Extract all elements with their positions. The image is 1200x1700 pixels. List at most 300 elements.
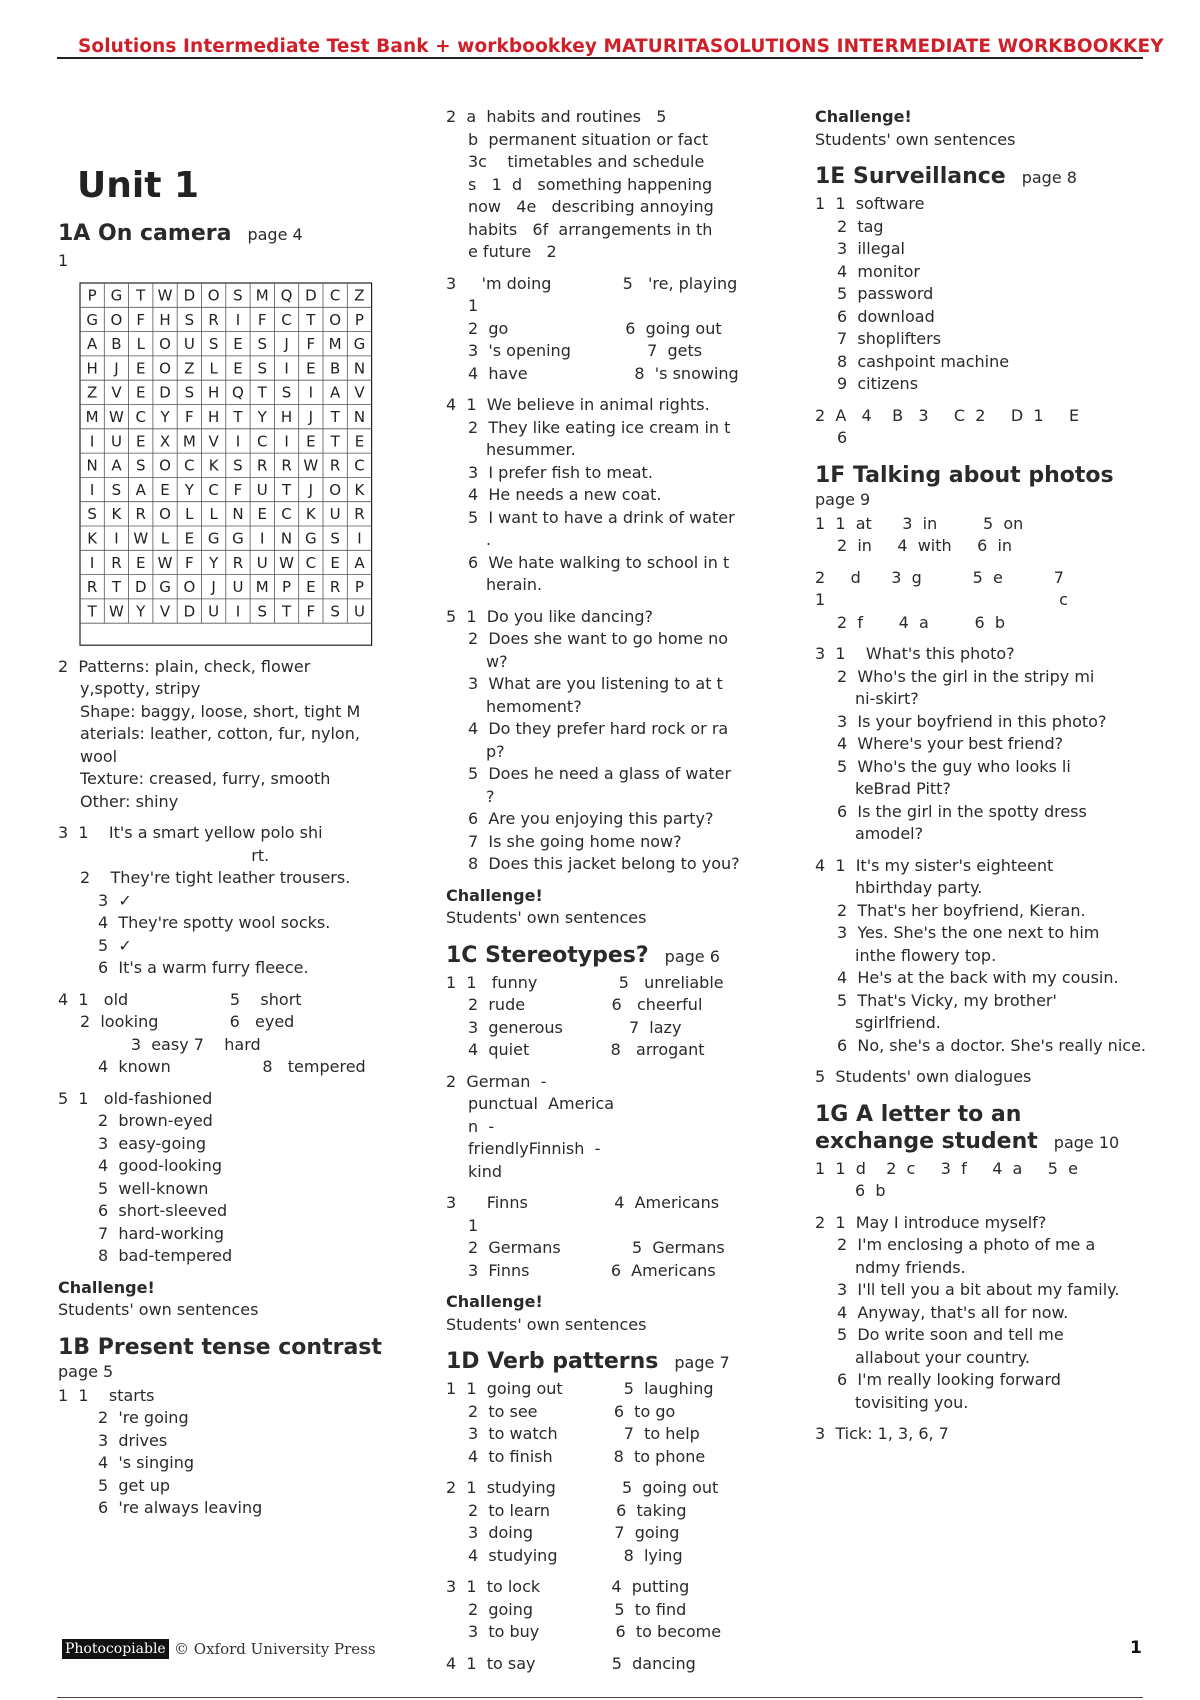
answer-section — [446, 106, 756, 930]
wordsearch-letter: T — [257, 383, 267, 402]
answer-line: 6 download — [837, 306, 935, 326]
section-heading — [58, 220, 398, 248]
wordsearch-letter: M — [255, 285, 269, 304]
wordsearch-letter: Y — [184, 480, 194, 499]
wordsearch-letter: D — [183, 601, 196, 620]
answer-line: 2 1 May I introduce myself? — [815, 1212, 1047, 1232]
answer-group — [58, 1088, 398, 1268]
answer-line: aterials: leather, cotton, fur, nylon, — [80, 724, 360, 744]
wordsearch-letter: S — [233, 285, 243, 304]
answer-line: 5 I want to have a drink of water — [468, 507, 735, 527]
wordsearch-letter: D — [134, 577, 147, 596]
answer-line: 3 generous 7 lazy — [468, 1017, 682, 1037]
wordsearch-letter: S — [257, 358, 268, 377]
wordsearch-letter: Q — [232, 383, 244, 402]
answer-line: 3 Tick: 1, 3, 6, 7 — [815, 1424, 949, 1443]
document-header-title: Solutions Intermediate Test Bank + workbookkey MATURITASOLUTIONS INTERMEDIATE WORKBOOKKEY — [78, 36, 1164, 57]
answer-line: 4 1 It's my sister's eighteent — [815, 855, 1054, 875]
answer-line: 3 easy-going — [98, 1133, 206, 1153]
answer-group — [815, 855, 1145, 1058]
wordsearch-letter: E — [160, 480, 170, 499]
answer-group — [815, 1066, 1145, 1089]
answer-line: hesummer. — [486, 440, 576, 459]
answer-line: keBrad Pitt? — [855, 779, 951, 798]
wordsearch-letter: P — [354, 577, 364, 596]
answer-line: 1 1 going out 5 laughing — [446, 1379, 714, 1398]
section-page-ref: page 6 — [664, 946, 720, 966]
answer-line: rt. — [58, 845, 270, 865]
wordsearch-letter: O — [207, 285, 220, 304]
column-2 — [446, 106, 756, 1684]
wordsearch-letter: H — [280, 407, 293, 426]
answer-line: ndmy friends. — [855, 1257, 966, 1277]
wordsearch-letter: G — [207, 528, 220, 547]
answer-line: 4 monitor — [837, 261, 920, 281]
wordsearch-letter: O — [329, 310, 342, 329]
wordsearch-letter: Y — [209, 553, 219, 572]
wordsearch-letter: R — [354, 504, 365, 523]
answer-line: 5 1 old-fashioned — [58, 1088, 213, 1108]
answer-line: 2 I'm enclosing a photo of me a — [837, 1235, 1096, 1254]
answer-line: 2 They like eating ice cream in t — [468, 417, 731, 437]
answer-line: now 4e describing annoying — [468, 197, 714, 216]
answer-group — [815, 1212, 1145, 1415]
section-title: 1D Verb patterns — [446, 1349, 659, 1374]
wordsearch-letter: H — [208, 407, 220, 426]
answer-line: 3 easy 7 hard — [80, 1034, 261, 1054]
wordsearch-letter: O — [159, 358, 171, 377]
section-title: 1B Present tense contrast — [58, 1334, 382, 1360]
section-title: 1E Surveillance — [815, 164, 1006, 189]
wordsearch-letter: F — [185, 553, 194, 572]
answer-group — [58, 656, 398, 814]
wordsearch-letter: J — [114, 358, 119, 377]
wordsearch-letter: I — [357, 528, 362, 547]
answer-line: 6 Are you enjoying this party? — [468, 809, 714, 828]
wordsearch-letter: F — [306, 601, 316, 620]
answer-group — [446, 1477, 756, 1567]
wordsearch-letter: R — [232, 553, 244, 572]
wordsearch-letter: C — [257, 431, 268, 450]
wordsearch-letter: A — [111, 456, 122, 475]
wordsearch-letter: I — [235, 601, 241, 620]
wordsearch-letter: V — [159, 601, 171, 620]
wordsearch-letter: R — [135, 504, 146, 523]
answer-line: 2 German - — [446, 1071, 547, 1091]
answer-line: 7 hard-working — [98, 1223, 224, 1243]
wordsearch-letter: M — [85, 407, 99, 426]
answer-line: kind — [468, 1161, 503, 1181]
answer-line: 6 Is the girl in the spotty dress — [837, 801, 1087, 821]
wordsearch-letter: I — [89, 480, 95, 499]
wordsearch-letter: K — [87, 528, 98, 547]
answer-line: 4 known 8 tempered — [98, 1057, 366, 1077]
answer-line: 2 1 studying 5 going out — [446, 1478, 719, 1497]
answer-line: 5 ✓ — [98, 935, 132, 955]
answer-line: 3 to buy 6 to become — [468, 1622, 722, 1641]
wordsearch-letter: Z — [184, 358, 195, 377]
answer-line: 6 It's a warm furry fleece. — [98, 958, 309, 978]
wordsearch-letter: K — [354, 480, 365, 499]
answer-line: Students' own sentences — [446, 1314, 647, 1334]
answer-group — [815, 193, 1145, 396]
wordsearch-letter: P — [87, 285, 97, 304]
answer-group — [815, 106, 1145, 151]
wordsearch-letter: D — [183, 285, 196, 304]
wordsearch-letter: A — [354, 553, 365, 572]
section-heading — [446, 942, 756, 970]
answer-line: 3 Finns 6 Americans — [468, 1260, 716, 1280]
answer-group — [815, 643, 1145, 846]
challenge-heading: Challenge! — [58, 1277, 155, 1297]
wordsearch-letter: C — [329, 285, 341, 304]
answer-line: 3 Is your boyfriend in this photo? — [837, 711, 1107, 731]
challenge-heading: Challenge! — [446, 885, 543, 905]
wordsearch-letter: U — [256, 480, 268, 499]
answer-line: 3 'm doing 5 're, playing — [446, 273, 738, 293]
answer-line: 2 brown-eyed — [98, 1111, 213, 1131]
photocopiable-badge: Photocopiable — [62, 1639, 169, 1659]
wordsearch-letter: U — [208, 601, 220, 620]
wordsearch-letter: G — [159, 577, 171, 596]
wordsearch-letter: W — [157, 285, 173, 304]
answer-line: 2 're going — [98, 1408, 189, 1428]
wordsearch-letter: D — [305, 285, 317, 304]
wordsearch-letter: C — [184, 456, 195, 475]
answer-line: e future 2 — [468, 242, 557, 261]
wordsearch-letter: N — [280, 528, 293, 547]
answer-section — [815, 163, 1145, 450]
answer-line: hemoment? — [486, 696, 582, 716]
wordsearch-letter: Z — [354, 285, 365, 304]
wordsearch-letter: E — [306, 358, 316, 377]
wordsearch-letter: L — [185, 504, 194, 523]
answer-line: 4 He needs a new coat. — [468, 485, 662, 504]
answer-line: 4 He's at the back with my cousin. — [837, 968, 1119, 987]
wordsearch-letter: S — [111, 480, 122, 499]
answer-line: 1 1 starts — [58, 1385, 155, 1405]
unit-title: Unit 1 — [77, 165, 199, 206]
answer-group — [446, 1071, 756, 1184]
wordsearch-letter: S — [184, 383, 195, 402]
wordsearch-letter: A — [330, 383, 341, 402]
answer-line: 2 to see 6 to go — [468, 1401, 676, 1421]
answer-line: 3 doing 7 going — [468, 1523, 680, 1542]
section-page-ref: page 7 — [674, 1353, 730, 1372]
wordsearch-svg — [79, 282, 373, 646]
section-heading — [815, 462, 1145, 511]
column-1 — [58, 100, 398, 1529]
answer-group — [58, 989, 398, 1079]
wordsearch-letter: Y — [136, 601, 146, 620]
answer-line: 2 tag — [837, 216, 884, 236]
wordsearch-letter: O — [159, 456, 171, 475]
answer-line: punctual America — [468, 1094, 615, 1113]
wordsearch-letter: A — [87, 334, 98, 353]
wordsearch-letter: E — [330, 553, 340, 572]
wordsearch-letter: S — [135, 456, 146, 475]
wordsearch-letter: I — [284, 431, 289, 450]
answer-line: 5 well-known — [98, 1178, 209, 1198]
answer-line: 2 rude 6 cheerful — [468, 995, 703, 1014]
answer-line: ni-skirt? — [855, 689, 919, 708]
answer-line: Students' own sentences — [58, 1300, 259, 1320]
wordsearch-letter: E — [306, 431, 316, 450]
wordsearch-letter: E — [257, 504, 267, 523]
answer-line: . — [486, 530, 492, 549]
wordsearch-letter: C — [281, 504, 292, 523]
wordsearch-letter: N — [86, 456, 98, 475]
wordsearch-letter: C — [135, 407, 146, 426]
answer-line: 5 Who's the guy who looks li — [837, 756, 1071, 776]
answer-group — [446, 1576, 756, 1644]
answer-line: 8 bad-tempered — [98, 1246, 233, 1266]
wordsearch-letter: C — [305, 553, 317, 572]
wordsearch-letter: W — [109, 601, 124, 620]
wordsearch-letter: F — [233, 480, 243, 499]
wordsearch-letter: D — [159, 383, 171, 402]
wordsearch-letter: L — [160, 528, 170, 547]
wordsearch-letter: O — [183, 577, 196, 596]
wordsearch-letter: U — [110, 431, 122, 450]
wordsearch-letter: W — [133, 528, 149, 547]
answer-line: allabout your country. — [855, 1347, 1030, 1367]
column-3 — [815, 106, 1145, 1455]
wordsearch-letter: R — [329, 456, 341, 475]
wordsearch-letter: U — [329, 504, 341, 523]
wordsearch-letter: N — [353, 358, 366, 377]
section-page-ref: page 8 — [1021, 168, 1077, 187]
answer-line: 5 password — [837, 284, 934, 303]
wordsearch-letter: I — [114, 528, 119, 547]
section-heading — [815, 1101, 1145, 1156]
answer-group — [446, 394, 756, 597]
wordsearch-letter: G — [353, 334, 366, 353]
section-title: 1G A letter to an exchange student — [815, 1101, 1038, 1154]
answer-line: 1 1 at 3 in 5 on — [815, 513, 1024, 533]
wordsearch-letter: Y — [257, 407, 267, 426]
wordsearch-letter: F — [257, 310, 267, 329]
answer-line: 1 c — [815, 590, 1068, 609]
answer-line: 3 1 It's a smart yellow polo shi — [58, 823, 323, 843]
answer-line: 4 studying 8 lying — [468, 1545, 683, 1565]
wordsearch-letter: S — [330, 528, 340, 547]
answer-group — [446, 273, 756, 386]
wordsearch-letter: U — [353, 601, 365, 620]
header-rule — [57, 57, 1143, 59]
wordsearch-letter: I — [235, 431, 241, 450]
answer-line: 2 A 4 B 3 C 2 D 1 E — [815, 405, 1080, 425]
answer-line: Students' own sentences — [815, 129, 1016, 149]
wordsearch-letter: K — [111, 504, 122, 523]
wordsearch-letter: L — [209, 504, 218, 523]
wordsearch-letter: L — [136, 334, 145, 353]
wordsearch-letter: N — [232, 504, 244, 523]
answer-line: 8 Does this jacket belong to you? — [468, 854, 740, 873]
answer-group — [815, 567, 1145, 635]
wordsearch-letter: R — [208, 310, 219, 329]
answer-line: 2 They're tight leather trousers. — [80, 868, 351, 888]
wordsearch-letter: S — [87, 504, 97, 523]
answer-line: herain. — [486, 575, 543, 594]
wordsearch-letter: F — [306, 334, 316, 353]
wordsearch-grid — [79, 282, 419, 646]
answer-line: 4 Where's your best friend? — [837, 734, 1064, 753]
answer-line: 2 Patterns: plain, check, flower — [58, 656, 311, 676]
answer-line: 2 a habits and routines 5 — [446, 107, 667, 126]
answer-line: 3 to watch 7 to help — [468, 1424, 700, 1443]
wordsearch-letter: T — [111, 577, 122, 596]
answer-group — [58, 250, 398, 273]
wordsearch-letter: G — [110, 285, 123, 304]
wordsearch-letter: G — [232, 528, 244, 547]
answer-group — [446, 1653, 756, 1676]
answer-line: Texture: creased, furry, smooth — [80, 769, 331, 789]
wordsearch-letter: R — [111, 553, 122, 572]
wordsearch-letter: R — [86, 577, 98, 596]
section-heading — [815, 163, 1145, 191]
answer-group — [815, 1158, 1145, 1203]
answer-section — [815, 1101, 1145, 1446]
answer-line: 4 's singing — [98, 1453, 194, 1473]
wordsearch-letter: E — [306, 577, 316, 596]
answer-line: 4 1 to say 5 dancing — [446, 1653, 696, 1673]
wordsearch-letter: K — [305, 504, 316, 523]
answer-line: 6 No, she's a doctor. She's really nice. — [837, 1035, 1146, 1055]
answer-line: 8 cashpoint machine — [837, 351, 1010, 371]
answer-line: 1 1 funny 5 unreliable — [446, 972, 724, 992]
answer-line: 2 Germans 5 Germans — [468, 1238, 725, 1257]
answer-line: 2 f 4 a 6 b — [837, 612, 1006, 632]
wordsearch-letter: I — [284, 358, 289, 377]
wordsearch-letter: H — [159, 310, 171, 329]
wordsearch-letter: E — [136, 383, 146, 402]
answer-line: 2 Who's the girl in the stripy mi — [837, 666, 1095, 686]
wordsearch-letter: Q — [280, 285, 293, 304]
answer-line: 2 looking 6 eyed — [80, 1012, 295, 1032]
wordsearch-letter: U — [232, 577, 244, 596]
answer-line: 6 b — [855, 1181, 886, 1200]
answer-line: 5 That's Vicky, my brother' — [837, 990, 1057, 1010]
answer-line: hbirthday party. — [855, 878, 983, 897]
answer-line: 5 get up — [98, 1475, 171, 1495]
wordsearch-letter: F — [136, 310, 146, 329]
answer-section — [446, 942, 756, 1337]
section-heading — [446, 1348, 756, 1376]
answer-line: inthe flowery top. — [855, 945, 997, 965]
answer-line: 1 — [58, 251, 69, 270]
answer-section — [446, 1348, 756, 1675]
answer-line: 4 Do they prefer hard rock or ra — [468, 719, 729, 738]
answer-line: p? — [486, 741, 505, 761]
wordsearch-letter: E — [354, 431, 365, 450]
answer-line: 4 1 old 5 short — [58, 989, 302, 1009]
answer-line: 7 shoplifters — [837, 329, 942, 348]
answer-line: n - — [468, 1116, 495, 1136]
wordsearch-letter: M — [328, 334, 342, 353]
wordsearch-letter: A — [135, 480, 146, 499]
wordsearch-letter: M — [182, 431, 196, 450]
answer-line: 3 Yes. She's the one next to him — [837, 923, 1100, 942]
wordsearch-letter: T — [306, 310, 316, 329]
answer-group — [815, 1423, 1145, 1446]
answer-line: Students' own sentences — [446, 908, 647, 927]
wordsearch-letter: C — [354, 456, 365, 475]
wordsearch-letter: T — [87, 601, 97, 620]
wordsearch-letter: I — [260, 528, 265, 547]
answer-group — [446, 1192, 756, 1282]
wordsearch-letter: S — [330, 601, 340, 620]
wordsearch-letter: G — [86, 310, 98, 329]
section-title: 1C Stereotypes? — [446, 942, 649, 968]
answer-group — [446, 1291, 756, 1336]
answer-line: 3 's opening 7 gets — [468, 341, 703, 360]
answer-group — [446, 106, 756, 264]
answer-line: 6 short-sleeved — [98, 1201, 228, 1221]
wordsearch-letter: R — [257, 456, 268, 475]
answer-line: w? — [486, 651, 508, 671]
answer-line: 6 — [837, 428, 848, 447]
wordsearch-letter: I — [308, 383, 314, 402]
answer-section — [58, 1334, 398, 1520]
answer-line: 2 d 3 g 5 e 7 — [815, 567, 1064, 587]
answer-line: 5 1 Do you like dancing? — [446, 606, 654, 626]
answer-line: Shape: baggy, loose, short, tight M — [80, 701, 361, 721]
copyright-notice: © Oxford University Press — [174, 1640, 376, 1658]
wordsearch-letter: P — [354, 310, 364, 329]
wordsearch-letter: C — [281, 310, 292, 329]
wordsearch-letter: C — [208, 480, 219, 499]
answer-line: tovisiting you. — [855, 1392, 969, 1412]
wordsearch-letter: X — [159, 431, 171, 450]
answer-group — [58, 1385, 398, 1520]
answer-group — [815, 405, 1145, 450]
wordsearch-letter: J — [284, 334, 289, 353]
wordsearch-letter: E — [136, 431, 146, 450]
wordsearch-letter: T — [281, 480, 292, 499]
answer-line: 4 quiet 8 arrogant — [468, 1040, 705, 1059]
wordsearch-letter: L — [209, 358, 218, 377]
answer-line: 2 in 4 with 6 in — [837, 536, 1013, 555]
section-page-ref: page 5 — [58, 1361, 114, 1381]
wordsearch-letter: S — [257, 334, 268, 353]
answer-line: 5 Do write soon and tell me — [837, 1325, 1064, 1344]
wordsearch-letter: I — [89, 431, 95, 450]
section-page-ref: page 4 — [247, 225, 303, 244]
answer-group — [446, 972, 756, 1062]
answer-line: 4 Anyway, that's all for now. — [837, 1302, 1069, 1322]
answer-line: friendlyFinnish - — [468, 1139, 601, 1158]
answer-line: 4 They're spotty wool socks. — [98, 913, 331, 933]
answer-line: 3 drives — [98, 1430, 168, 1450]
answer-line: 4 have 8 's snowing — [468, 363, 739, 383]
section-page-ref: page 9 — [815, 489, 871, 509]
wordsearch-letter: F — [185, 407, 194, 426]
wordsearch-letter: S — [281, 383, 292, 402]
answer-line: 4 to finish 8 to phone — [468, 1446, 706, 1466]
answer-line: s 1 d something happening — [468, 174, 713, 194]
answer-line: 4 good-looking — [98, 1156, 223, 1176]
wordsearch-letter: O — [110, 310, 123, 329]
answer-line: 3 1 to lock 4 putting — [446, 1577, 690, 1596]
wordsearch-letter: E — [233, 334, 243, 353]
answer-line: 1 — [468, 296, 479, 315]
wordsearch-letter: T — [330, 431, 340, 450]
answer-line: 3 I prefer fish to meat. — [468, 462, 653, 482]
answer-line: 9 citizens — [837, 374, 919, 393]
section-title: 1A On camera — [58, 221, 232, 246]
answer-line: 3 What are you listening to at t — [468, 674, 723, 693]
